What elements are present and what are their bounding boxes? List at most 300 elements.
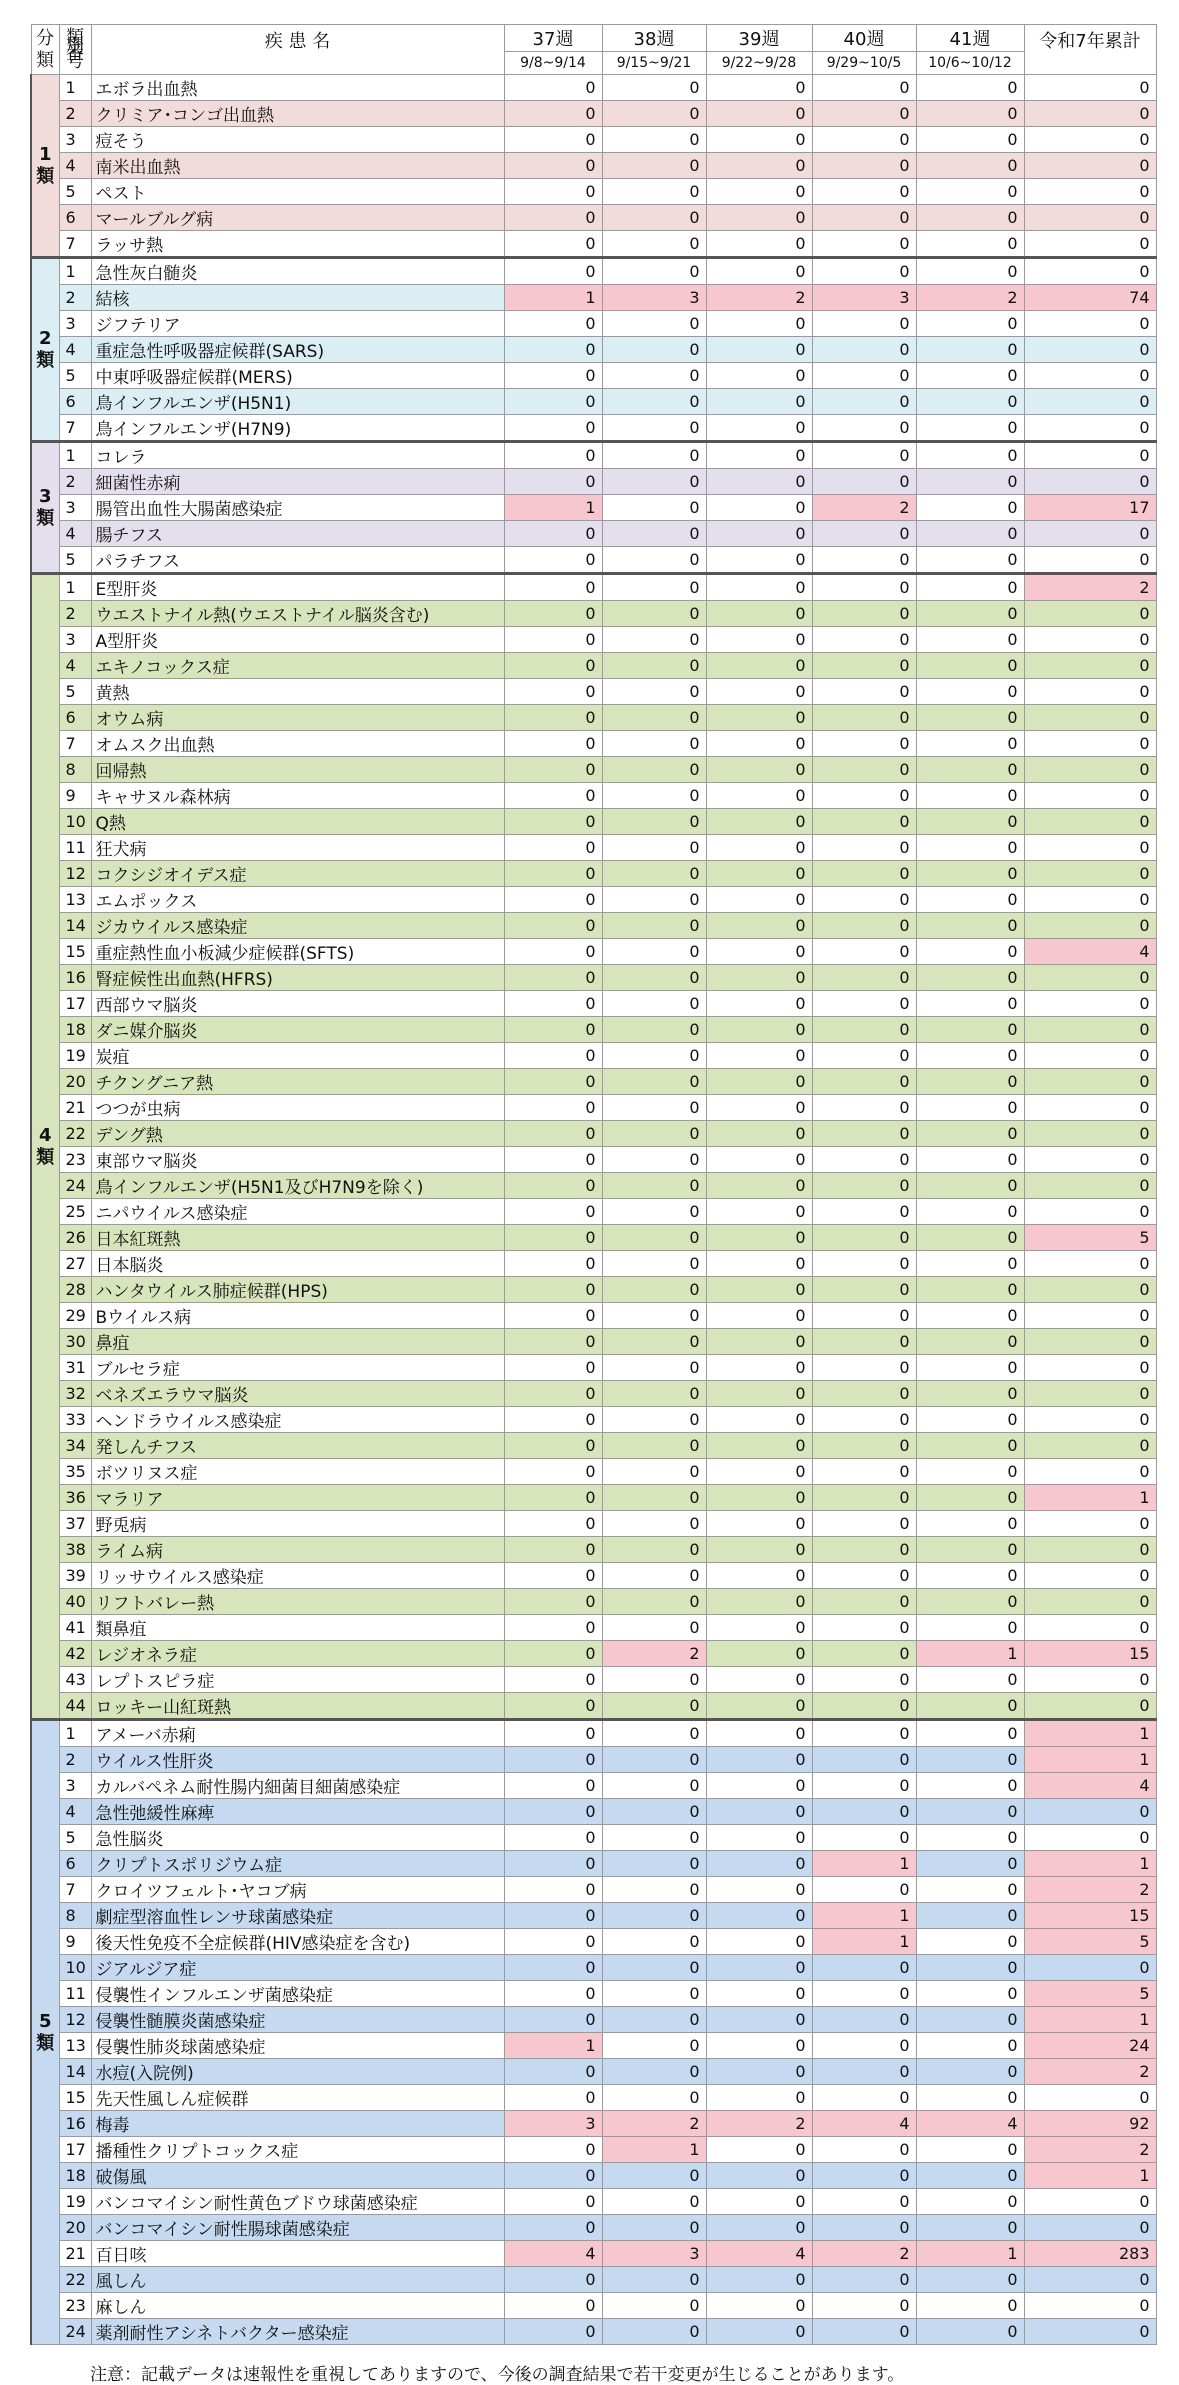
- week-count: 0: [602, 731, 706, 757]
- week-count: 0: [602, 1877, 706, 1903]
- week-count: 0: [504, 127, 602, 153]
- row-number: 16: [59, 2111, 91, 2137]
- row-number: 33: [59, 1407, 91, 1433]
- disease-name: 日本紅斑熱: [91, 1225, 504, 1251]
- cumulative-count: 1: [1024, 1747, 1156, 1773]
- week-count: 0: [602, 1433, 706, 1459]
- week-count: 0: [504, 2007, 602, 2033]
- week-count: 0: [602, 809, 706, 835]
- week-count: 0: [504, 101, 602, 127]
- week-count: 2: [706, 2111, 812, 2137]
- week-count: 0: [812, 653, 916, 679]
- disease-name: リッサウイルス感染症: [91, 1563, 504, 1589]
- week-count: 0: [602, 913, 706, 939]
- week-count: 0: [706, 75, 812, 101]
- week-count: 0: [916, 2215, 1024, 2241]
- week-count: 0: [916, 731, 1024, 757]
- cumulative-count: 0: [1024, 311, 1156, 337]
- week-count: 0: [602, 179, 706, 205]
- week-count: 1: [504, 2033, 602, 2059]
- week-count: 0: [706, 2137, 812, 2163]
- week-count: 0: [602, 1225, 706, 1251]
- week-count: 0: [504, 705, 602, 731]
- disease-name: 南米出血熱: [91, 153, 504, 179]
- row-number: 3: [59, 627, 91, 653]
- week-count: 0: [812, 757, 916, 783]
- table-row: [31, 653, 1156, 679]
- week-count: 2: [916, 285, 1024, 311]
- week-count: 0: [812, 939, 916, 965]
- disease-name: バンコマイシン耐性黄色ブドウ球菌感染症: [91, 2189, 504, 2215]
- cumulative-count: 0: [1024, 101, 1156, 127]
- table-row: [31, 1825, 1156, 1851]
- week-count: 0: [602, 1799, 706, 1825]
- row-number: 6: [59, 389, 91, 415]
- week-count: 0: [916, 991, 1024, 1017]
- table-row: [31, 442, 1156, 469]
- week-count: 0: [916, 2033, 1024, 2059]
- week-count: 0: [812, 389, 916, 415]
- week-count: 0: [504, 1355, 602, 1381]
- week-count: 0: [504, 2163, 602, 2189]
- week-count: 0: [602, 2215, 706, 2241]
- week-count: 0: [706, 521, 812, 547]
- week-count: 0: [812, 1355, 916, 1381]
- week-count: 0: [504, 1147, 602, 1173]
- row-number: 6: [59, 205, 91, 231]
- week-count: 0: [812, 127, 916, 153]
- row-number: 13: [59, 2033, 91, 2059]
- week-count: 0: [812, 2007, 916, 2033]
- week-count: 0: [602, 442, 706, 469]
- cumulative-count: 0: [1024, 1277, 1156, 1303]
- row-number: 3: [59, 311, 91, 337]
- week-count: 0: [916, 2319, 1024, 2345]
- week-count: 0: [504, 887, 602, 913]
- week-count: 0: [916, 1720, 1024, 1747]
- week-count: 0: [602, 653, 706, 679]
- week-count: 0: [504, 1277, 602, 1303]
- week-count: 0: [504, 469, 602, 495]
- week-count: 0: [916, 1277, 1024, 1303]
- week-count: 0: [602, 783, 706, 809]
- week-count: 0: [504, 258, 602, 285]
- week-count: 0: [812, 627, 916, 653]
- week-count: 0: [706, 835, 812, 861]
- week-count: 0: [812, 1641, 916, 1667]
- week-count: 3: [504, 2111, 602, 2137]
- disease-name: ウイルス性肝炎: [91, 1747, 504, 1773]
- week-count: 0: [706, 153, 812, 179]
- week-count: 0: [706, 1147, 812, 1173]
- disease-name: 腸チフス: [91, 521, 504, 547]
- week-count: 0: [916, 1929, 1024, 1955]
- week-count: 0: [602, 1277, 706, 1303]
- week-count: 0: [812, 153, 916, 179]
- table-row: [31, 2215, 1156, 2241]
- disease-name: ニパウイルス感染症: [91, 1199, 504, 1225]
- week-count: 0: [504, 1851, 602, 1877]
- week-count: 0: [916, 939, 1024, 965]
- week-count: 0: [706, 939, 812, 965]
- week-count: 0: [916, 1955, 1024, 1981]
- cumulative-count: 0: [1024, 2085, 1156, 2111]
- week-count: 0: [916, 1773, 1024, 1799]
- week-count: 2: [812, 495, 916, 521]
- week-count: 0: [504, 991, 602, 1017]
- disease-name: 結核: [91, 285, 504, 311]
- week-count: 0: [812, 2215, 916, 2241]
- week-count: 0: [812, 442, 916, 469]
- week-count: 0: [602, 887, 706, 913]
- disease-name: 鳥インフルエンザ(H5N1): [91, 389, 504, 415]
- week-count: 0: [916, 1747, 1024, 1773]
- disease-name: 劇症型溶血性レンサ球菌感染症: [91, 1903, 504, 1929]
- week-count: 0: [916, 809, 1024, 835]
- disease-name: 風しん: [91, 2267, 504, 2293]
- table-row: [31, 1589, 1156, 1615]
- week-count: 0: [602, 601, 706, 627]
- week-count: 0: [812, 258, 916, 285]
- week-count: 0: [916, 442, 1024, 469]
- week-count: 0: [812, 231, 916, 258]
- row-number: 9: [59, 783, 91, 809]
- disease-name: バンコマイシン耐性腸球菌感染症: [91, 2215, 504, 2241]
- cumulative-count: 0: [1024, 1121, 1156, 1147]
- week-count: 0: [706, 1225, 812, 1251]
- week-count: 0: [602, 861, 706, 887]
- week-count: 0: [812, 1303, 916, 1329]
- row-number: 6: [59, 705, 91, 731]
- week-count: 0: [812, 1095, 916, 1121]
- week-count: 0: [504, 809, 602, 835]
- disease-name: 細菌性赤痢: [91, 469, 504, 495]
- week-count: 0: [504, 627, 602, 653]
- disease-name: レプトスピラ症: [91, 1667, 504, 1693]
- row-number: 20: [59, 1069, 91, 1095]
- table-row: [31, 965, 1156, 991]
- week-count: 0: [602, 231, 706, 258]
- week-count: 0: [602, 627, 706, 653]
- row-number: 2: [59, 1747, 91, 1773]
- week-count: 0: [706, 179, 812, 205]
- row-number: 4: [59, 521, 91, 547]
- disease-name: キャサヌル森林病: [91, 783, 504, 809]
- week-count: 0: [812, 809, 916, 835]
- week-count: 0: [812, 75, 916, 101]
- cumulative-count: 4: [1024, 939, 1156, 965]
- week-count: 0: [812, 2267, 916, 2293]
- disease-name: マラリア: [91, 1485, 504, 1511]
- table-row: [31, 1955, 1156, 1981]
- week-count: 0: [706, 1303, 812, 1329]
- week-count: 0: [706, 601, 812, 627]
- week-count: 0: [916, 469, 1024, 495]
- week-count: 0: [916, 1225, 1024, 1251]
- week-count: 0: [916, 521, 1024, 547]
- cumulative-count: 0: [1024, 1799, 1156, 1825]
- disease-header: 疾 患 名: [91, 25, 504, 75]
- week-count: 0: [706, 1929, 812, 1955]
- week-count: 0: [812, 2033, 916, 2059]
- week-count: 0: [504, 547, 602, 574]
- week-count: 0: [706, 2189, 812, 2215]
- week-count: 0: [916, 653, 1024, 679]
- week-count: 0: [504, 1615, 602, 1641]
- row-number: 7: [59, 731, 91, 757]
- week-count: 0: [812, 1251, 916, 1277]
- cumulative-count: 92: [1024, 2111, 1156, 2137]
- week-count: 0: [916, 547, 1024, 574]
- week-count: 0: [504, 1329, 602, 1355]
- week-count: 0: [602, 2059, 706, 2085]
- week-count: 0: [812, 547, 916, 574]
- week-count: 0: [706, 1563, 812, 1589]
- number-header: 類別番号: [59, 25, 91, 75]
- week-count: 0: [504, 363, 602, 389]
- week-count: 0: [706, 627, 812, 653]
- table-row: [31, 415, 1156, 442]
- disease-name: 炭疽: [91, 1043, 504, 1069]
- disease-name: オウム病: [91, 705, 504, 731]
- table-row: [31, 757, 1156, 783]
- week-count: 0: [602, 1121, 706, 1147]
- table-row: [31, 2085, 1156, 2111]
- table-row: [31, 258, 1156, 285]
- week-count: 0: [706, 574, 812, 601]
- disease-name: 重症急性呼吸器症候群(SARS): [91, 337, 504, 363]
- week-count: 0: [706, 2033, 812, 2059]
- row-number: 29: [59, 1303, 91, 1329]
- week-count: 0: [706, 1825, 812, 1851]
- table-row: [31, 1773, 1156, 1799]
- week-count: 0: [706, 231, 812, 258]
- disease-name: 侵襲性インフルエンザ菌感染症: [91, 1981, 504, 2007]
- week-count: 0: [812, 574, 916, 601]
- week-count: 0: [602, 939, 706, 965]
- table-row: [31, 991, 1156, 1017]
- footer-note: 注意：記載データは速報性を重視してありますので、今後の調査結果で若干変更が生じることがあります。: [90, 2365, 905, 2385]
- week-count: 0: [812, 1407, 916, 1433]
- week-count: 0: [602, 1903, 706, 1929]
- table-row: [31, 1381, 1156, 1407]
- week-count: 4: [706, 2241, 812, 2267]
- week-count: 0: [706, 2163, 812, 2189]
- disease-name: 後天性免疫不全症候群(HIV感染症を含む): [91, 1929, 504, 1955]
- cumulative-count: 0: [1024, 2267, 1156, 2293]
- table-row: [31, 1043, 1156, 1069]
- week-count: 0: [602, 1069, 706, 1095]
- row-number: 10: [59, 809, 91, 835]
- table-row: [31, 2293, 1156, 2319]
- week-count: 0: [602, 205, 706, 231]
- week-count: 0: [706, 705, 812, 731]
- week-count: 0: [504, 1043, 602, 1069]
- row-number: 37: [59, 1511, 91, 1537]
- week-count: 0: [504, 601, 602, 627]
- week-count: 0: [504, 1563, 602, 1589]
- row-number: 10: [59, 1955, 91, 1981]
- week-count: 3: [602, 285, 706, 311]
- disease-name: ライム病: [91, 1537, 504, 1563]
- row-number: 24: [59, 2319, 91, 2345]
- week-count: 0: [504, 2215, 602, 2241]
- week-count: 0: [812, 363, 916, 389]
- week-count: 0: [706, 415, 812, 442]
- week-count: 0: [706, 1485, 812, 1511]
- table-row: [31, 1277, 1156, 1303]
- disease-name: 鳥インフルエンザ(H5N1及びH7N9を除く): [91, 1173, 504, 1199]
- week-count: 0: [706, 2215, 812, 2241]
- cumulative-count: 0: [1024, 415, 1156, 442]
- week-count: 0: [916, 205, 1024, 231]
- row-number: 23: [59, 1147, 91, 1173]
- week-count: 0: [504, 1747, 602, 1773]
- week-count: 0: [504, 1017, 602, 1043]
- table-row: [31, 469, 1156, 495]
- week-count: 0: [812, 311, 916, 337]
- week-count: 0: [706, 653, 812, 679]
- week-count: 0: [706, 1641, 812, 1667]
- week-count: 0: [706, 1433, 812, 1459]
- row-number: 35: [59, 1459, 91, 1485]
- week-count: 0: [504, 1929, 602, 1955]
- table-row: [31, 627, 1156, 653]
- row-number: 3: [59, 1773, 91, 1799]
- week-count: 0: [602, 1199, 706, 1225]
- week-count: 0: [504, 2189, 602, 2215]
- disease-name: エキノコックス症: [91, 653, 504, 679]
- week-count: 0: [706, 1589, 812, 1615]
- week-count: 0: [706, 1199, 812, 1225]
- week-count: 0: [504, 1981, 602, 2007]
- table-row: [31, 679, 1156, 705]
- week-count: 4: [812, 2111, 916, 2137]
- row-number: 11: [59, 1981, 91, 2007]
- disease-name: 薬剤耐性アシネトバクター感染症: [91, 2319, 504, 2345]
- row-number: 2: [59, 285, 91, 311]
- week-count: 0: [812, 861, 916, 887]
- table-row: [31, 1407, 1156, 1433]
- week-count: 3: [812, 285, 916, 311]
- week-count: 0: [812, 1955, 916, 1981]
- row-number: 4: [59, 153, 91, 179]
- row-number: 4: [59, 1799, 91, 1825]
- table-row: [31, 2267, 1156, 2293]
- week-count: 0: [916, 1043, 1024, 1069]
- week-count: 0: [916, 1251, 1024, 1277]
- cumulative-count: 0: [1024, 835, 1156, 861]
- table-row: [31, 495, 1156, 521]
- cumulative-count: 0: [1024, 1381, 1156, 1407]
- row-number: 1: [59, 258, 91, 285]
- week-count: 0: [504, 75, 602, 101]
- cumulative-count: 0: [1024, 913, 1156, 939]
- row-number: 13: [59, 887, 91, 913]
- week-count: 0: [916, 705, 1024, 731]
- week-count: 0: [916, 1121, 1024, 1147]
- row-number: 24: [59, 1173, 91, 1199]
- week-count: 0: [602, 1355, 706, 1381]
- week-count: 0: [602, 258, 706, 285]
- week-count: 0: [504, 731, 602, 757]
- week-count: 0: [706, 1903, 812, 1929]
- cumulative-count: 0: [1024, 1043, 1156, 1069]
- week-count: 0: [812, 1121, 916, 1147]
- cumulative-count: 1: [1024, 1851, 1156, 1877]
- disease-name: オムスク出血熱: [91, 731, 504, 757]
- week-count: 0: [504, 1667, 602, 1693]
- week-count: 0: [916, 1903, 1024, 1929]
- table-row: [31, 1199, 1156, 1225]
- cumulative-count: 0: [1024, 1615, 1156, 1641]
- disease-name: E型肝炎: [91, 574, 504, 601]
- row-number: 12: [59, 2007, 91, 2033]
- cumulative-count: 0: [1024, 2293, 1156, 2319]
- table-row: [31, 1303, 1156, 1329]
- disease-name: 播種性クリプトコックス症: [91, 2137, 504, 2163]
- week-count: 0: [812, 887, 916, 913]
- week-count: 0: [706, 1381, 812, 1407]
- week-count: 0: [812, 1537, 916, 1563]
- week-count: 0: [916, 495, 1024, 521]
- surveillance-report: [30, 24, 1155, 2345]
- week-count: 0: [916, 101, 1024, 127]
- cumulative-count: 0: [1024, 1563, 1156, 1589]
- week-count: 1: [916, 2241, 1024, 2267]
- week-count: 0: [812, 415, 916, 442]
- week-count: 0: [916, 389, 1024, 415]
- disease-name: Q熱: [91, 809, 504, 835]
- week-count: 0: [504, 1433, 602, 1459]
- disease-name: 侵襲性肺炎球菌感染症: [91, 2033, 504, 2059]
- week-count: 0: [916, 415, 1024, 442]
- week-count: 0: [504, 965, 602, 991]
- week-count: 0: [602, 2189, 706, 2215]
- disease-name: 急性弛緩性麻痺: [91, 1799, 504, 1825]
- row-number: 32: [59, 1381, 91, 1407]
- week-count: 0: [916, 1667, 1024, 1693]
- row-number: 8: [59, 1903, 91, 1929]
- week-count: 0: [916, 1981, 1024, 2007]
- table-row: [31, 2137, 1156, 2163]
- week-count: 0: [916, 2007, 1024, 2033]
- week-count: 1: [812, 1903, 916, 1929]
- week-count: 1: [812, 1851, 916, 1877]
- table-row: [31, 2241, 1156, 2267]
- disease-name: 梅毒: [91, 2111, 504, 2137]
- week-count: 0: [916, 2085, 1024, 2111]
- row-number: 3: [59, 495, 91, 521]
- week-count: 0: [504, 521, 602, 547]
- week-count: 0: [812, 179, 916, 205]
- cumulative-count: 2: [1024, 574, 1156, 601]
- disease-name: つつが虫病: [91, 1095, 504, 1121]
- cumulative-count: 2: [1024, 2059, 1156, 2085]
- table-row: [31, 1069, 1156, 1095]
- week-count: 0: [916, 231, 1024, 258]
- disease-name: パラチフス: [91, 547, 504, 574]
- week-count: 0: [602, 757, 706, 783]
- table-row: [31, 1095, 1156, 1121]
- cumulative-count: 0: [1024, 887, 1156, 913]
- table-row: [31, 1799, 1156, 1825]
- cumulative-count: 0: [1024, 809, 1156, 835]
- table-row: [31, 179, 1156, 205]
- week-header-range: 9/15~9/21: [602, 52, 706, 75]
- cumulative-count: 0: [1024, 679, 1156, 705]
- row-number: 7: [59, 415, 91, 442]
